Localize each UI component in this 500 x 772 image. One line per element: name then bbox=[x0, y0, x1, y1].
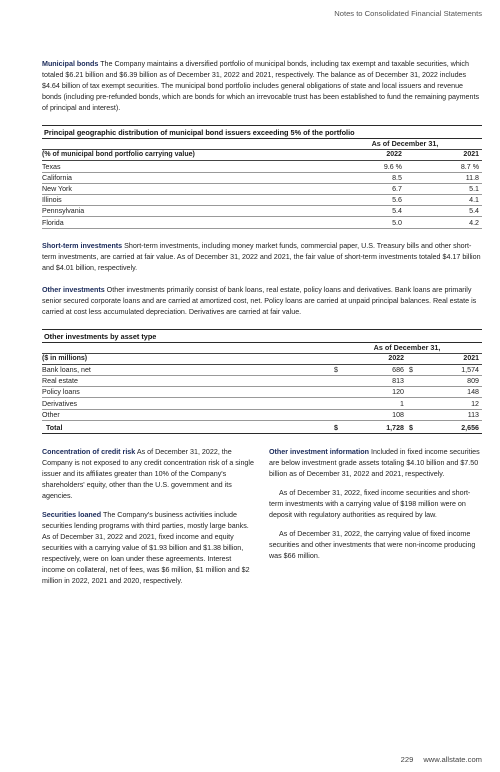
table2-value-2022: 813 bbox=[342, 376, 407, 387]
table2-value-2022: 120 bbox=[342, 387, 407, 398]
table1-value-2022: 8.5 bbox=[328, 172, 405, 183]
short-term-text: Short-term investments, including money market funds, commercial paper, U.S. Treasury bills and other short-term investments, are carried at fair value. As of December 31, 2022 and 2021, the fair value of short-term investments totaled $4.17 billion and $4.01 billion, respectively. bbox=[42, 241, 481, 272]
currency-symbol bbox=[332, 387, 342, 398]
other-info-paragraph bbox=[269, 447, 482, 480]
table2-row-label: Bank loans, net bbox=[42, 364, 332, 375]
table1-row bbox=[42, 161, 482, 172]
table1-value-2022: 6.7 bbox=[328, 183, 405, 194]
table2-col-2022: 2022 bbox=[332, 353, 407, 364]
municipal-distribution-table bbox=[42, 125, 482, 229]
table2-value-2021: 809 bbox=[417, 376, 482, 387]
deposit-paragraph: As of December 31, 2022, fixed income securities and short-term investments with a carrying value of $198 million were on deposit with regulatory authorities as required by law. bbox=[269, 488, 471, 519]
left-column bbox=[42, 447, 255, 595]
non-income-paragraph: As of December 31, 2022, the carrying value of fixed income securities and other investments that were non-income producing was $66 million. bbox=[269, 529, 476, 560]
right-column bbox=[269, 447, 482, 595]
table2-row-label-header: ($ in millions) bbox=[42, 353, 332, 364]
website-link[interactable]: www.allstate.com bbox=[423, 755, 482, 764]
other-info-lead: Other investment information bbox=[269, 447, 369, 456]
table1-row-label: Pennsylvania bbox=[42, 206, 328, 217]
table2-value-2021: 148 bbox=[417, 387, 482, 398]
currency-symbol bbox=[407, 376, 417, 387]
table2-total-2021: 2,656 bbox=[417, 420, 482, 433]
table1-title: Principal geographic distribution of municipal bond issuers exceeding 5% of the portfolio bbox=[42, 125, 482, 139]
other-info-text: Included in fixed income securities are below investment grade assets totaling $4.10 billion and $7.50 billion as of December 31, 2022 and 2021, respectively. bbox=[269, 447, 480, 478]
other-investments-table bbox=[42, 329, 482, 434]
page-content bbox=[42, 59, 482, 595]
concentration-paragraph bbox=[42, 447, 255, 502]
table1-col-2021: 2021 bbox=[405, 150, 482, 161]
page-footer bbox=[391, 755, 482, 764]
table2-total-currency-2021: $ bbox=[407, 420, 417, 433]
municipal-bonds-lead: Municipal bonds bbox=[42, 60, 99, 68]
currency-symbol bbox=[407, 409, 417, 420]
table2-total-currency-2022: $ bbox=[332, 420, 342, 433]
table1-value-2021: 4.2 bbox=[405, 217, 482, 228]
securities-loaned-paragraph bbox=[42, 510, 255, 587]
table1-row bbox=[42, 217, 482, 228]
table2-value-2021: 12 bbox=[417, 398, 482, 409]
table1-group-header: As of December 31, bbox=[328, 139, 482, 150]
table2-title: Other investments by asset type bbox=[42, 329, 482, 343]
short-term-paragraph bbox=[42, 241, 482, 274]
currency-symbol bbox=[332, 409, 342, 420]
table2-row-label: Real estate bbox=[42, 376, 332, 387]
table1-row-label: Illinois bbox=[42, 194, 328, 205]
table1-col-2022: 2022 bbox=[328, 150, 405, 161]
table2-row bbox=[42, 409, 482, 420]
currency-symbol bbox=[407, 387, 417, 398]
currency-symbol: $ bbox=[407, 364, 417, 375]
table1-value-2022: 5.4 bbox=[328, 206, 405, 217]
securities-loaned-lead: Securities loaned bbox=[42, 510, 102, 519]
two-column-section bbox=[42, 447, 482, 595]
table2-value-2022: 108 bbox=[342, 409, 407, 420]
table2-value-2021: 113 bbox=[417, 409, 482, 420]
short-term-lead: Short-term investments bbox=[42, 241, 123, 250]
table1-row-label: Florida bbox=[42, 217, 328, 228]
table2-row bbox=[42, 387, 482, 398]
table1-row bbox=[42, 183, 482, 194]
currency-symbol bbox=[407, 398, 417, 409]
table1-row bbox=[42, 206, 482, 217]
other-investments-lead: Other investments bbox=[42, 285, 105, 294]
table2-value-2022: 1 bbox=[342, 398, 407, 409]
currency-symbol bbox=[332, 398, 342, 409]
table1-row bbox=[42, 194, 482, 205]
concentration-text: As of December 31, 2022, the Company is not exposed to any credit concentration risk of a single issuer and its affiliates greater than 10% of the Company's shareholders' equity, other than the U.S. government and its agencies. bbox=[42, 447, 254, 500]
table2-row-label: Policy loans bbox=[42, 387, 332, 398]
table1-value-2021: 8.7 % bbox=[405, 161, 482, 172]
table1-value-2021: 4.1 bbox=[405, 194, 482, 205]
table1-row-label: New York bbox=[42, 183, 328, 194]
currency-symbol: $ bbox=[332, 364, 342, 375]
securities-loaned-text: The Company's business activities include securities lending programs with third parties, mostly large banks. As of December 31, 2022 and 2021, fixed income and equity securities with a carrying value of $1.93 billion and $1.38 billion, respectively, were on loan under these agreements. Interest income on collateral, net of fees, was $6 million, $1 million and $2 million in 2022, 2021 and 2020, respectively. bbox=[42, 510, 250, 585]
table1-value-2022: 5.0 bbox=[328, 217, 405, 228]
municipal-bonds-text: The Company maintains a diversified portfolio of municipal bonds, including tax exempt and taxable securities, which totaled $6.21 billion and $6.39 billion as of December 31, 2022 and 2021, respectively. The balance as of December 31, 2022 includes $4.64 billion of tax exempt securities. The municipal bond portfolio includes general obligations of state and local issuers and revenue bonds (including pre-refunded bonds, which are bonds for which an irrevocable trust has been established to fund the remaining payments of principal and interest). bbox=[42, 60, 480, 112]
table2-row bbox=[42, 398, 482, 409]
table2-value-2021: 1,574 bbox=[417, 364, 482, 375]
table1-value-2021: 11.8 bbox=[405, 172, 482, 183]
table2-row bbox=[42, 364, 482, 375]
currency-symbol bbox=[332, 376, 342, 387]
table1-row-label-header: (% of municipal bond portfolio carrying value) bbox=[42, 150, 328, 161]
page-header: Notes to Consolidated Financial Statements bbox=[334, 9, 482, 18]
other-investments-paragraph bbox=[42, 285, 482, 318]
table2-row bbox=[42, 376, 482, 387]
concentration-lead: Concentration of credit risk bbox=[42, 447, 136, 456]
table2-total-2022: 1,728 bbox=[342, 420, 407, 433]
table1-row bbox=[42, 172, 482, 183]
table2-group-header: As of December 31, bbox=[332, 343, 482, 354]
table1-value-2022: 9.6 % bbox=[328, 161, 405, 172]
municipal-bonds-paragraph bbox=[42, 59, 482, 114]
table1-row-label: Texas bbox=[42, 161, 328, 172]
page-number: 229 bbox=[400, 755, 414, 764]
table2-total-label: Total bbox=[42, 420, 332, 433]
table2-row-label: Derivatives bbox=[42, 398, 332, 409]
table2-col-2021: 2021 bbox=[407, 353, 482, 364]
other-investments-text: Other investments primarily consist of bank loans, real estate, policy loans and derivatives. Bank loans are primarily senior secured corporate loans and are carried at amortized cost, net. Policy loans are carried at unpaid principal balances. Real estate is carried at cost less accumulated depreciation. Derivatives are carried at fair value. bbox=[42, 285, 477, 316]
table1-value-2022: 5.6 bbox=[328, 194, 405, 205]
table1-row-label: California bbox=[42, 172, 328, 183]
table2-value-2022: 686 bbox=[342, 364, 407, 375]
table1-value-2021: 5.4 bbox=[405, 206, 482, 217]
table2-row-label: Other bbox=[42, 409, 332, 420]
table1-value-2021: 5.1 bbox=[405, 183, 482, 194]
